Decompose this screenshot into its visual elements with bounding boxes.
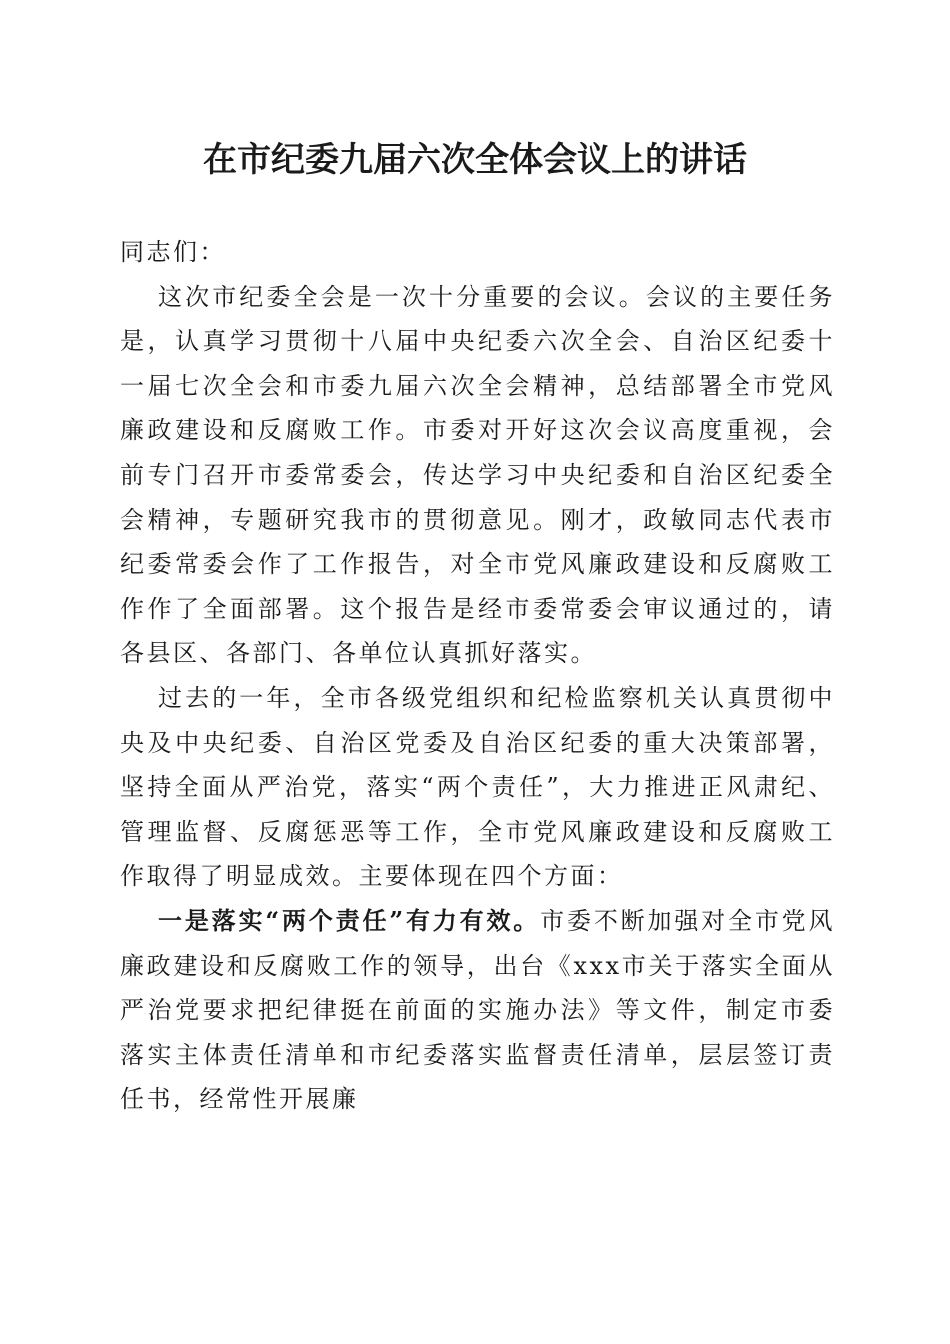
paragraph-opening [120,275,835,676]
paragraph-text: 这次市纪委全会是一次十分重要的会议。会议的主要任务是，认真学习贯彻十八届中央纪委六次全会、自治区纪委十一届七次全会和市委九届六次全会精神，总结部署全市党风廉政建设和反腐败工作。市委对开好这次会议高度重视，会前专门召开市委常委会，传达学习中央纪委和自治区纪委全会精神，专题研究我市的贯彻意见。刚才，政敏同志代表市纪委常委会作了工作报告，对全市党风廉政建设和反腐败工作作了全面部署。这个报告是经市委常委会审议通过的，请各县区、各部门、各单位认真抓好落实。 [120,282,835,668]
document-title: 在市纪委九届六次全体会议上的讲话 [203,140,747,180]
paragraph-lead-heading: 一是落实“两个责任”有力有效。 [158,905,541,935]
paragraph-review [120,676,835,899]
paragraph-point-one [120,899,835,1122]
document-body [120,230,835,1122]
paragraph-text: 过去的一年，全市各级党组织和纪检监察机关认真贯彻中央及中央纪委、自治区党委及自治区纪委的重大决策部署，坚持全面从严治党，落实“两个责任”，大力推进正风肃纪、管理监督、反腐惩恶等工作，全市党风廉政建设和反腐败工作取得了明显成效。主要体现在四个方面： [120,683,835,891]
salutation: 同志们： [120,238,226,266]
paragraph-text: 市委不断加强对全市党风廉政建设和反腐败工作的领导，出台《xxx市关于落实全面从严治党要求把纪律挺在前面的实施办法》等文件，制定市委落实主体责任清单和市纪委落实监督责任清单，层层签订责任书，经常性开展廉 [120,906,836,1114]
